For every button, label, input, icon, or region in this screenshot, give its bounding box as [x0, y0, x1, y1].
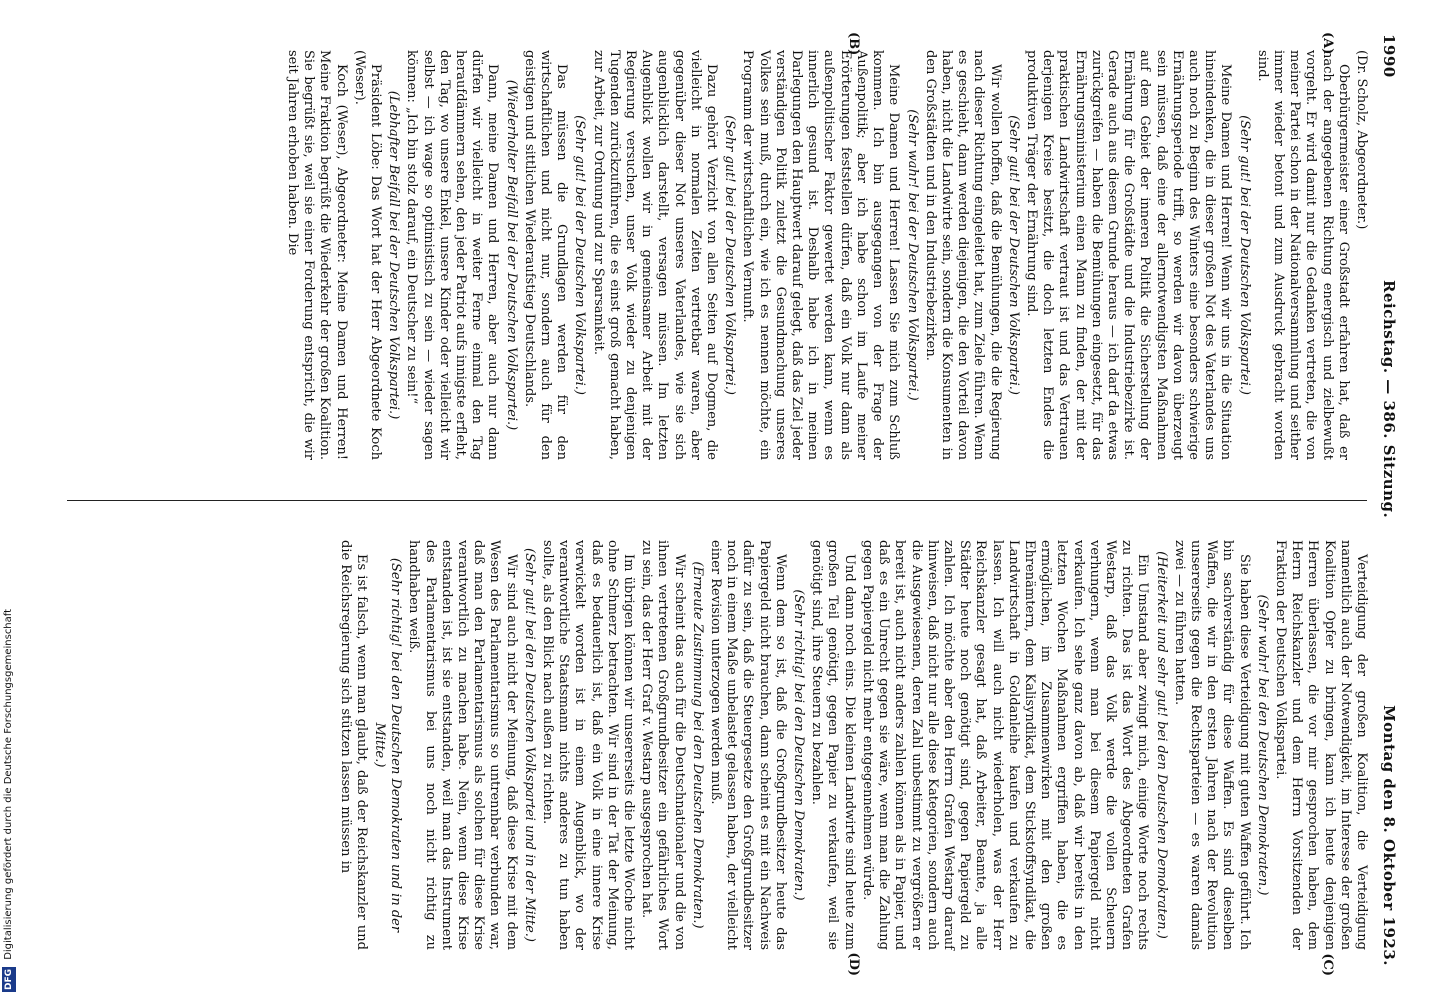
paragraph: Dann, meine Damen und Herren, aber auch nur dann dürfen wir vielleicht in weiter Ferne einmal den Tag heraufdämmern sehen, den jeder Patriot aufs innigste erfleht, den Tag, wo unsere Enkel, unsere Kinder oder vielleicht wir selbst — ich wage so optimistisch zu sein — wieder sagen können: „Ich bin stolz darauf, ein Deutscher zu sein!“	[404, 50, 501, 460]
stage-direction: (Wiederholter Beifall bei der Deutschen Volkspartei.)	[503, 79, 519, 431]
session-title: Reichstag. — 386. Sitzung.	[1380, 280, 1398, 519]
stage-direction: (Heiterkeit und sehr gut! bei den Deutschen Demokraten.)	[1153, 551, 1169, 939]
paragraph: Präsident Löbe: Das Wort hat der Herr Abgeordnete Koch (Weser).	[351, 50, 384, 460]
page-number: 1990	[1380, 34, 1398, 78]
paragraph: Wenn dem so ist, daß die Großgrundbesitzer heute das Papiergeld nicht brauchen, dann scheint es mit ein Nachweis dafür zu sein, daß die Steuergesetze den Großgrundbesitzer noch in einem Maße unbelastet gelassen haben, der vielleicht einer Revision unterzogen werden muß.	[708, 540, 788, 950]
stage-direction: (Sehr wahr! bei den Deutschen Demokraten.)	[1254, 594, 1270, 896]
stage-direction: (Sehr richtig! bei den Deutschen Demokraten und in der Mitte.)	[372, 557, 404, 933]
session-date: Montag den 8. Oktober 1923.	[1380, 705, 1398, 966]
page-header	[1375, 30, 1397, 970]
left-column	[282, 32, 1369, 460]
paragraph: Meine Damen und Herren! Wenn wir uns in die Situation hineindenken, die in dieser großen Not des Vaterlandes uns auch noch zu Beginn des Winters eine besonders schwierige Ernährungsperiode trifft, so werden wir davon überzeugt sein müssen, daß eine der allernotwendigsten Maßnahmen auf dem Gebiet der inneren Politik die Sicherstellung der Ernährung für die Großstädte und die Industriebezirke ist. Gerade auch aus diesem Grunde heraus — ich darf da etwas zurückgreifen — haben die Bemühungen eingesetzt, für das Ernährungsministerium einen Mann zu finden, der mit der praktischen Landwirtschaft vertraut ist und das Vertrauen derjenigen Kreise besitzt, die doch letzten Endes die produktiven Träger der Ernährung sind.	[1023, 50, 1234, 460]
column-divider	[67, 500, 1367, 501]
paragraph: Dazu gehört Verzicht von allen Seiten auf Dogmen, die vielleicht in normalen Zeiten vertretbar waren, aber gegenüber dieser Not unseres Vaterlandes, wie sie sich augenblicklich darstellt, versagen müssen. Im letzten Augenblick wollen wir in gemeinsamer Arbeit mit der Regierung versuchen, unser Volk wieder zu denjenigen Tugenden zurückzuführen, die es einst groß gemacht haben, zur Arbeit, zur Ordnung und zur Sparsamkeit.	[590, 50, 720, 460]
paragraph: Ein Umstand aber zwingt mich, einige Worte noch rechts zu richten. Das ist das Wort des Abgeordneten Grafen Westarp, daß das Volk werde die vollen Scheuern verhungern, wenn man bei diesem Papiergeld nicht verkaufen. Ich sehe ganz davon ab, daß wir bereits in den letzten Wochen Maßnahmen ergriffen haben, die es ermöglichen, im Zusammenwirken mit den großen Ehrenämtern, dem Kalisyndikat, dem Stickstoffsyndikat, die Landwirtschaft in Goldanleihe kaufen und verkaufen zu lassen. Ich will auch nicht wiederholen, was der Herr Reichskanzler gesagt hat, daß Arbeiter, Beamte, ja alle Städter heute noch genötigt sind, gegen Papiergeld zu zahlen. Ich möchte aber den Herrn Grafen Westarp darauf hinweisen, daß nicht nur alle diese Kategorien, sondern auch die Ausgewiesenen, deren Zahl unbestimmt zu vergrößern er bereit ist, auch nicht anders zahlen können als in Papier, und daß es ein Unrecht gegen sie wäre, wenn man die Zahlung gegen Papiergeld nicht mehr entgegennehmen würde.	[859, 540, 1151, 950]
stage-direction: (Sehr gut! bei den Deutschen Volkspartei und in der Mitte.)	[521, 548, 537, 942]
margin-marker-c: (C)	[1320, 953, 1335, 976]
margin-marker-b: (B)	[846, 32, 861, 56]
margin-marker-a: (A)	[1320, 32, 1335, 55]
stage-direction: (Sehr richtig! bei den Deutschen Demokraten.)	[791, 589, 807, 901]
stage-direction: (Sehr gut! bei der Deutschen Volkspartei.)	[1236, 115, 1252, 395]
credit-text: Digitalisierung gefördert durch die Deutsche Forschungsgemeinschaft	[3, 608, 14, 960]
dfg-logo: DFG	[4, 968, 14, 990]
stage-direction: (Lebhafter Beifall bei der Deutschen Volkspartei.)	[386, 90, 402, 420]
speaker-continuation: (Dr. Scholz, Abgeordneter.)	[1354, 50, 1369, 230]
stage-direction: (Sehr wahr! bei der Deutschen Volkspartei.)	[904, 109, 920, 401]
paragraph: Oberbürgermeister einer Großstadt erfahren hat, daß er nach der angegebenen Richtung energisch und zielbewußt vorgeht. Er wird damit nur die Gedanken vertreten, die von meiner Partei schon in der Nationalversammlung und seither immer wieder betont und zum Ausdruck gebracht worden sind.	[1254, 50, 1351, 460]
digitization-credit	[2, 0, 16, 1000]
paragraph: Es ist falsch, wenn man glaubt, daß der Reichskanzler und die Reichsregierung sich stützen lassen müssen in	[337, 540, 369, 950]
paragraph: Das müssen die Grundlagen werden für den wirtschaftlichen und nicht nur, sondern auch für den geistigen und sittlichen Wiederaufstieg Deutschlands.	[521, 50, 570, 460]
rotated-page-content	[57, 30, 1398, 976]
paragraph: Wir sind auch nicht der Meinung, daß diese Krise mit dem Wesen des Parlamentarismus so untrennbar verbunden war, daß man den Parlamentarismus als solchen für diese Krise verantwortlich zu machen habe. Nein, wenn diese Krise entstanden ist, ist sie entstanden, weil man das Instrument des Parlamentarismus bei uns noch nicht richtig zu handhaben weiß.	[406, 540, 519, 950]
paragraph: Und dann noch eins. Die kleinen Landwirte sind heute zum großen Teil genötigt, gegen Papier zu verkaufen, weil sie genötigt sind, ihre Steuern zu bezahlen.	[809, 540, 857, 950]
paragraph: Wir wollen hoffen, daß die Bemühungen, die die Regierung nach dieser Richtung eingeleitet hat, zum Ziele führen. Wenn es geschieht, dann werden diejenigen, die den Vorteil davon haben, nicht die Landwirte sein, sondern die Konsumenten in den Großstädten und in den Industriebezirken.	[922, 50, 1003, 460]
right-column	[334, 540, 1369, 976]
stage-direction: (Erneute Zustimmung bei den Deutschen Demokraten.)	[689, 561, 705, 929]
paragraph: Im übrigen können wir unsererseits die letzte Woche nicht ohne Schmerz betrachten. Wir sind in der Tat der Meinung, daß es bedauerlich ist, daß ein Volk in eine innere Krise verwickelt worden ist in einem Augenblick, wo der verantwortliche Staatsmann nichts anderes zu tun haben sollte, als den Blick nach außen zu richten.	[540, 540, 637, 950]
paragraph: Meine Damen und Herren! Lassen Sie mich zum Schluß kommen. Ich bin ausgegangen von der Frage der Außenpolitik; aber ich habe schon im Laufe meiner Erörterungen feststellen dürfen, daß ein Volk nur dann als außenpolitischer Faktor gewertet werden kann, wenn es innerlich gesund ist. Deshalb habe ich in meinen Darlegungen den Hauptwert darauf gelegt, daß das Ziel jeder verständigen Politik zuletzt die Gesundmachung unseres Volkes sein muß, durch ein, wie ich es nennen möchte, ein Programm der wirtschaftlichen Vernunft.	[740, 50, 902, 460]
stage-direction: (Sehr gut! bei der Deutschen Volkspartei.)	[722, 115, 738, 395]
stage-direction: (Sehr gut! bei der Deutschen Volkspartei.)	[1005, 115, 1021, 395]
stage-direction: (Sehr gut! bei der Deutschen Volkspartei.)	[572, 115, 588, 395]
paragraph: Verteidigung der großen Koalition, die Verteidigung namentlich auch der Notwendigkeit, im Interesse der großen Koalition Opfer zu bringen, kann ich heute denjenigen Herren überlassen, die vor mir gesprochen haben, dem Herrn Reichskanzler und dem Herrn Vorsitzenden der Fraktion der Deutschen Volkspartei.	[1272, 540, 1369, 950]
paragraph: Wir scheint das auch für die Deutschnationaler und die von ihnen vertretenen Großgrundbesitzer ein gefährliches Wort zu sein, das der Herr Graf v. Westarp ausgesprochen hat.	[639, 540, 687, 950]
paragraph: Sie haben diese Verteidigung mit guten Waffen geführt. Ich bin sachverständig für diese Waffen. Es sind dieselben Waffen, die wir in den ersten Jahren nach der Revolution unsererseits gegen die Rechtsparteien — es waren damals zwei — zu führen hatten.	[1171, 540, 1252, 950]
margin-marker-d: (D)	[846, 952, 861, 976]
paragraph: Koch (Weser), Abgeordneter: Meine Damen und Herren! Meine Fraktion begrüßt die Wiederkehr der großen Koalition. Sie begrüßt sie, weil sie einer Forderung entspricht, die wir seit Jahren erhoben haben. Die	[285, 50, 349, 460]
